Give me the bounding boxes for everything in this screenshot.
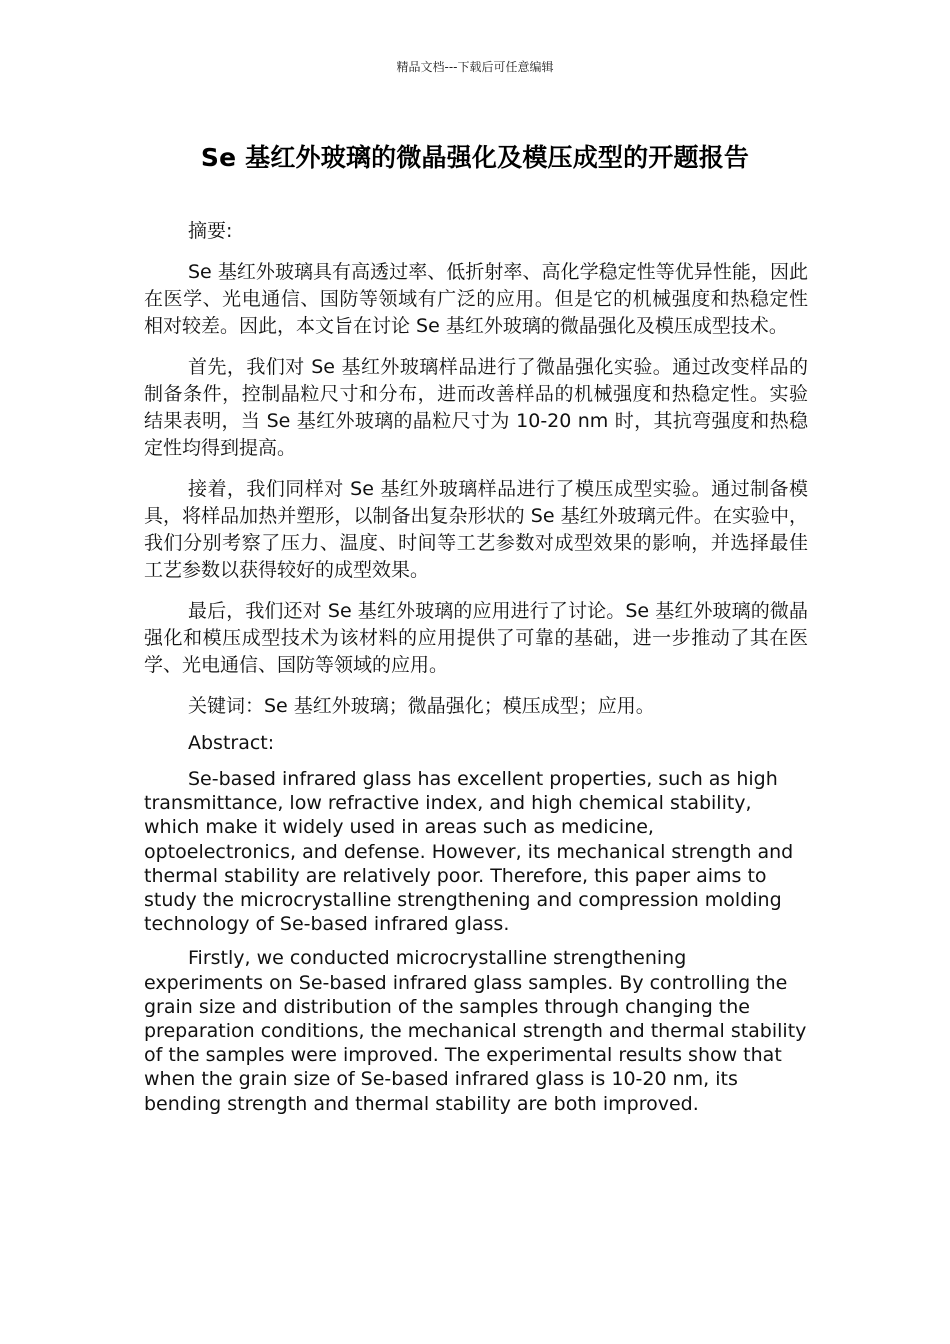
en-paragraph-2: Firstly, we conducted microcrystalline strengthening experiments on Se-based infrared glass samples. By controlling the grain size and distribution of the samples through changing the preparation conditions, the mechanical strength and thermal stability of the samples were improved. The experimental results show that when the grain size of Se-based infrared glass is 10-20 nm, its bending strength and thermal stability are both improved.	[144, 947, 807, 1115]
page-title: Se 基红外玻璃的微晶强化及模压成型的开题报告	[200, 143, 750, 172]
abstract-cn-label: 摘要:	[188, 220, 233, 242]
cn-paragraph-1: Se 基红外玻璃具有高透过率、低折射率、高化学稳定性等优异性能，因此在医学、光电通信、国防等领域有广泛的应用。但是它的机械强度和热稳定性相对较差。因此，本文旨在讨论 Se 基红外玻璃的微晶强化及模压成型技术。	[144, 261, 808, 337]
document-body	[144, 218, 808, 1116]
cn-paragraph-3: 接着，我们同样对 Se 基红外玻璃样品进行了模压成型实验。通过制备模具，将样品加热并塑形，以制备出复杂形状的 Se 基红外玻璃元件。在实验中，我们分别考察了压力、温度、时间等工艺参数对成型效果的影响，并选择最佳工艺参数以获得较好的成型效果。	[144, 478, 808, 581]
cn-paragraph-4: 最后，我们还对 Se 基红外玻璃的应用进行了讨论。Se 基红外玻璃的微晶强化和模压成型技术为该材料的应用提供了可靠的基础，进一步推动了其在医学、光电通信、国防等领域的应用。	[144, 600, 808, 676]
cn-paragraph-2: 首先，我们对 Se 基红外玻璃样品进行了微晶强化实验。通过改变样品的制备条件，控制晶粒尺寸和分布，进而改善样品的机械强度和热稳定性。实验结果表明，当 Se 基红外玻璃的晶粒尺寸为 10-20 nm 时，其抗弯强度和热稳定性均得到提高。	[144, 356, 808, 459]
keywords: 关键词：Se 基红外玻璃；微晶强化；模压成型；应用。	[188, 695, 655, 717]
abstract-en-label: Abstract:	[188, 732, 275, 754]
header-note: 精品文档---下载后可任意编辑	[396, 60, 554, 74]
en-paragraph-1: Se-based infrared glass has excellent properties, such as high transmittance, low refractive index, and high chemical stability, which make it widely used in areas such as medicine, optoelectronics, and defense. However, its mechanical strength and thermal stability are relatively poor. Therefore, this paper aims to study the microcrystalline strengthening and compression molding technology of Se-based infrared glass.	[144, 768, 794, 936]
